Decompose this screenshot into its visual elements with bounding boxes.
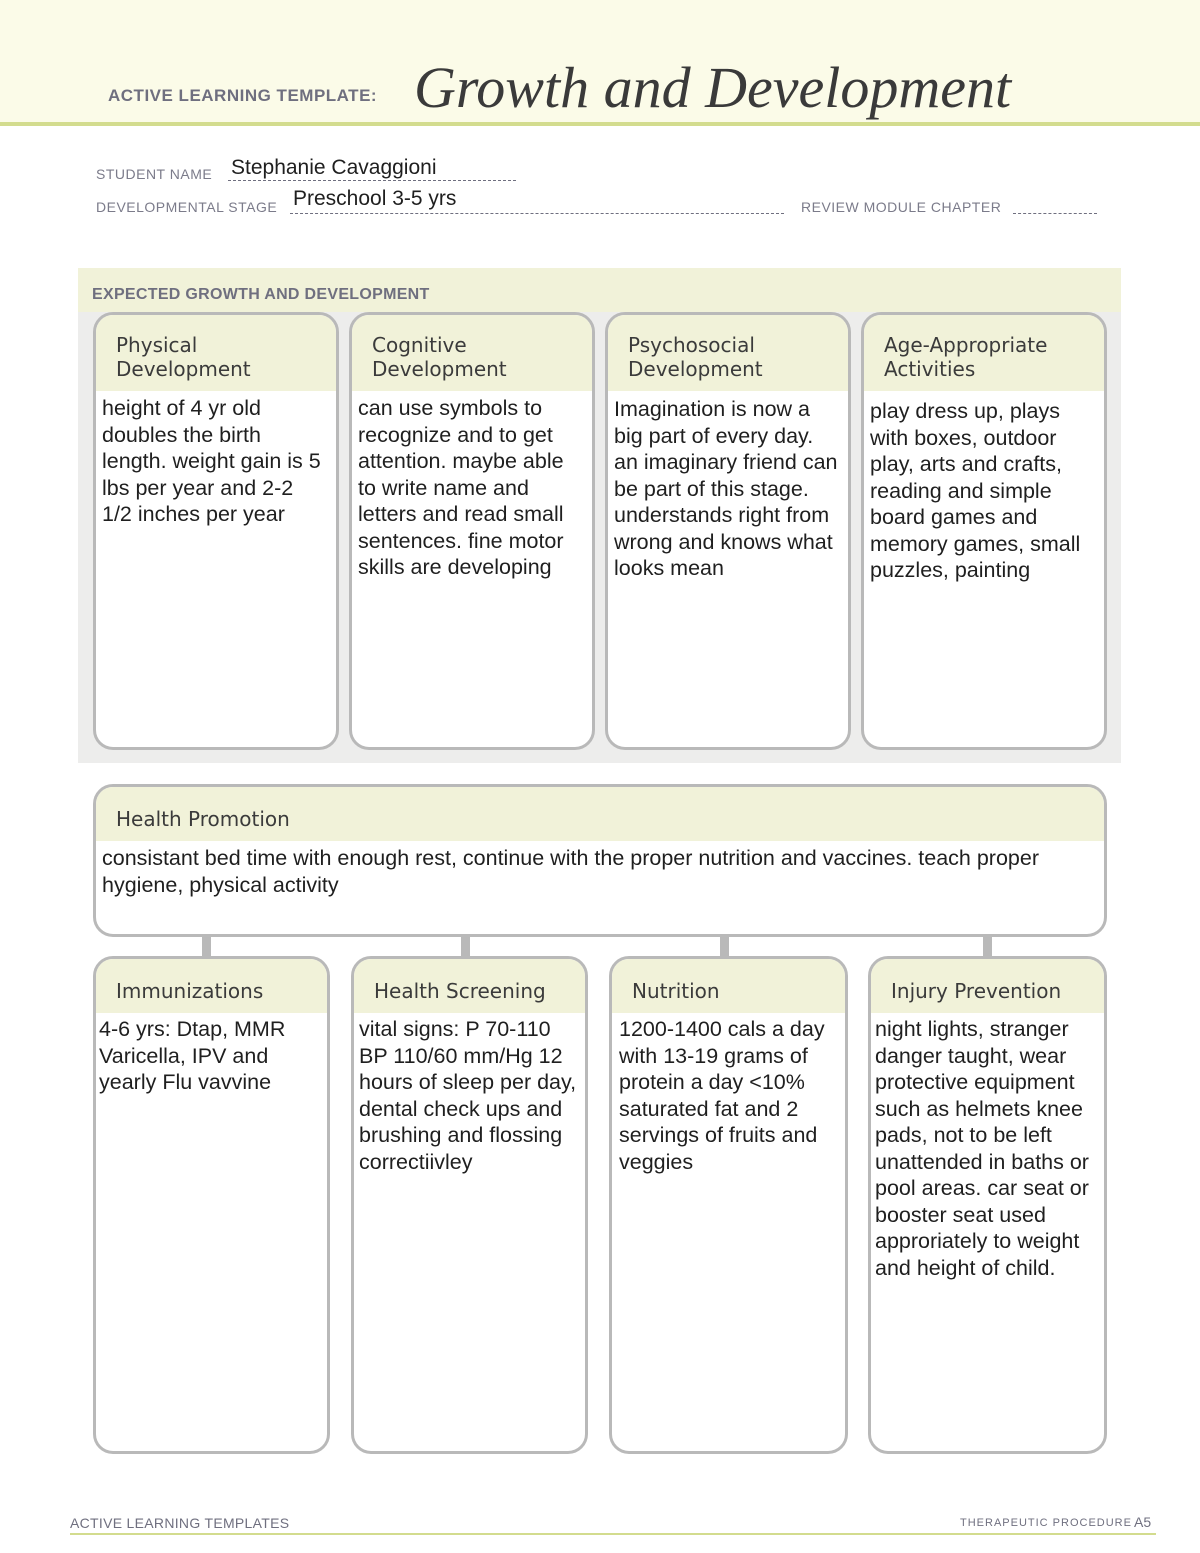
box-header	[612, 959, 845, 1013]
footer-rule	[70, 1533, 1156, 1535]
review-module-label: REVIEW MODULE CHAPTER	[801, 199, 1002, 215]
injury-prevention-title: Injury Prevention	[891, 979, 1062, 1003]
connector	[720, 934, 729, 956]
nutrition-title: Nutrition	[632, 979, 720, 1003]
health-screening-text[interactable]: vital signs: P 70-110 BP 110/60 mm/Hg 12 hours of sleep per day, dental check ups and brushing and flossing correctiivley	[359, 1017, 577, 1174]
health-screening-box	[351, 956, 588, 1454]
nutrition-box	[609, 956, 848, 1454]
injury-prevention-text[interactable]: night lights, stranger danger taught, wear protective equipment such as helmets knee pads, not to be left unattended in baths or pool areas. car seat or booster seat used approriately to weight and height of child.	[875, 1017, 1089, 1280]
expected-growth-header	[78, 268, 1121, 312]
student-name-line	[228, 180, 516, 181]
immunizations-text[interactable]: 4-6 yrs: Dtap, MMR Varicella, IPV and yearly Flu vavvine	[99, 1017, 286, 1094]
immunizations-title: Immunizations	[116, 979, 264, 1003]
box-header	[864, 315, 1104, 391]
box-header	[352, 315, 592, 391]
health-promotion-title: Health Promotion	[116, 807, 290, 831]
physical-development-title: Physical Development	[116, 333, 251, 381]
physical-development-text[interactable]: height of 4 yr old doubles the birth length. weight gain is 5 lbs per year and 2-2 1/2 inches per year	[102, 396, 321, 526]
immunizations-box	[93, 956, 330, 1454]
age-appropriate-activities-text[interactable]: play dress up, plays with boxes, outdoor play, arts and crafts, reading and simple board games and memory games, small puzzles, painting	[870, 399, 1081, 582]
health-promotion-box	[93, 784, 1107, 937]
cognitive-development-box	[349, 312, 595, 750]
age-appropriate-activities-box	[861, 312, 1107, 750]
injury-prevention-box	[868, 956, 1107, 1454]
footer-right-label: THERAPEUTIC PROCEDURE	[960, 1517, 1132, 1529]
nutrition-text[interactable]: 1200-1400 cals a day with 13-19 grams of protein a day <10% saturated fat and 2 servings of fruits and veggies	[619, 1017, 825, 1174]
page-number: A5	[1134, 1514, 1152, 1530]
connector	[983, 934, 992, 956]
footer-left-label: ACTIVE LEARNING TEMPLATES	[70, 1515, 290, 1531]
developmental-stage-line	[290, 213, 784, 214]
connector	[202, 934, 211, 956]
cognitive-development-title: Cognitive Development	[372, 333, 507, 381]
box-header	[871, 959, 1104, 1013]
box-header	[354, 959, 585, 1013]
box-header	[96, 959, 327, 1013]
psychosocial-development-box	[605, 312, 851, 750]
review-module-line	[1013, 213, 1097, 214]
psychosocial-development-text[interactable]: Imagination is now a big part of every day. an imaginary friend can be part of this stage. understands right from wrong and knows what looks mean	[614, 397, 838, 580]
header-rule	[0, 122, 1200, 126]
psychosocial-development-title: Psychosocial Development	[628, 333, 763, 381]
connector	[461, 934, 470, 956]
health-promotion-text[interactable]: consistant bed time with enough rest, continue with the proper nutrition and vaccines. teach proper hygiene, physical activity	[102, 846, 1039, 897]
developmental-stage-field[interactable]: Preschool 3-5 yrs	[293, 187, 457, 210]
expected-growth-title: EXPECTED GROWTH AND DEVELOPMENT	[92, 286, 430, 303]
developmental-stage-label: DEVELOPMENTAL STAGE	[96, 199, 278, 215]
cognitive-development-text[interactable]: can use symbols to recognize and to get attention. maybe able to write name and letters and read small sentences. fine motor skills are developing	[358, 396, 564, 579]
physical-development-box	[93, 312, 339, 750]
student-name-label: STUDENT NAME	[96, 166, 213, 182]
page-title: Growth and Development	[414, 55, 1012, 120]
box-header	[608, 315, 848, 391]
student-name-field[interactable]: Stephanie Cavaggioni	[231, 156, 437, 179]
age-appropriate-activities-title: Age-Appropriate Activities	[884, 333, 1048, 381]
box-header	[96, 787, 1104, 841]
health-screening-title: Health Screening	[374, 979, 546, 1003]
box-header	[96, 315, 336, 391]
template-label: ACTIVE LEARNING TEMPLATE:	[108, 86, 378, 105]
